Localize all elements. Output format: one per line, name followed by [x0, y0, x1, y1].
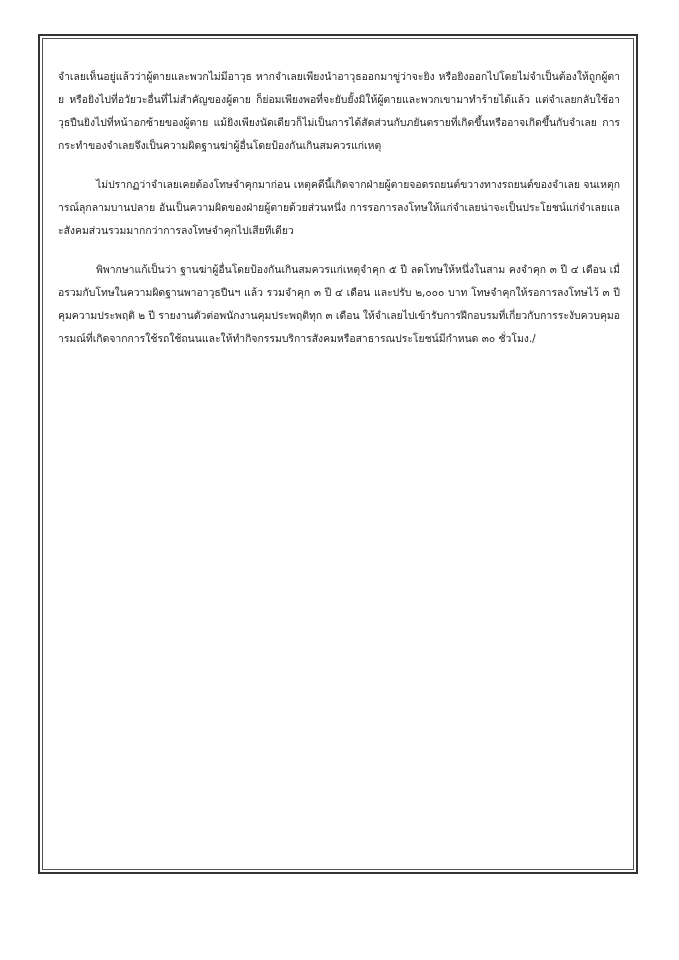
- paragraph-defense-reasoning: จำเลยเห็นอยู่แล้วว่าผู้ตายและพวกไม่มีอาวุธ หากจำเลยเพียงนำอาวุธออกมาขู่ว่าจะยิง หรือยิงออกไปโดยไม่จำเป็นต้องให้ถูกผู้ตาย หรือยิงไปที่อวัยวะอื่นที่ไม่สำคัญของผู้ตาย ก็ย่อมเพียงพอที่จะยับยั้งมิให้ผู้ตายและพวกเขามาทำร้ายได้แล้ว แต่จำเลยกลับใช้อาวุธปืนยิงไปที่หน้าอกซ้ายของผู้ตาย แม้ยิงเพียงนัดเดียวก็ไม่เป็นการได้สัดส่วนกับภยันตรายที่เกิดขึ้นหรืออาจเกิดขึ้นกับจำเลย การกระทำของจำเลยจึงเป็นความผิดฐานฆ่าผู้อื่นโดยป้องกันเกินสมควรแก่เหตุ: [58, 71, 620, 152]
- paragraph-judgment: พิพากษาแก้เป็นว่า ฐานฆ่าผู้อื่นโดยป้องกันเกินสมควรแก่เหตุจำคุก ๕ ปี ลดโทษให้หนึ่งในสาม คงจำคุก ๓ ปี ๔ เดือน เมื่อรวมกับโทษในความผิดฐานพาอาวุธปืนฯ แล้ว รวมจำคุก ๓ ปี ๔ เดือน และปรับ ๒,๐๐๐ บาท โทษจำคุกให้รอการลงโทษไว้ ๓ ปี คุมความประพฤติ ๒ ปี รายงานตัวต่อพนักงานคุมประพฤติทุก ๓ เดือน ให้จำเลยไปเข้ารับการฝึกอบรมที่เกี่ยวกับการระงับควบคุมอารมณ์ที่เกิดจากการใช้รถใช้ถนนและให้ทำกิจกรรมบริการสังคมหรือสาธารณประโยชน์มีกำหนด ๓๐ ชั่วโมง./: [58, 264, 621, 345]
- document-body: [58, 66, 620, 367]
- paragraph-mitigating-circumstances: ไม่ปรากฏว่าจำเลยเคยต้องโทษจำคุกมาก่อน เหตุคดีนี้เกิดจากฝ่ายผู้ตายจอดรถยนต์ขวางทางรถยนต์ของจำเลย จนเหตุการณ์ลุกลามบานปลาย อันเป็นความผิดของฝ่ายผู้ตายด้วยส่วนหนึ่ง การรอการลงโทษให้แก่จำเลยน่าจะเป็นประโยชน์แก่จำเลยและสังคมส่วนรวมมากกว่าการลงโทษจำคุกไปเสียทีเดียว: [58, 179, 620, 237]
